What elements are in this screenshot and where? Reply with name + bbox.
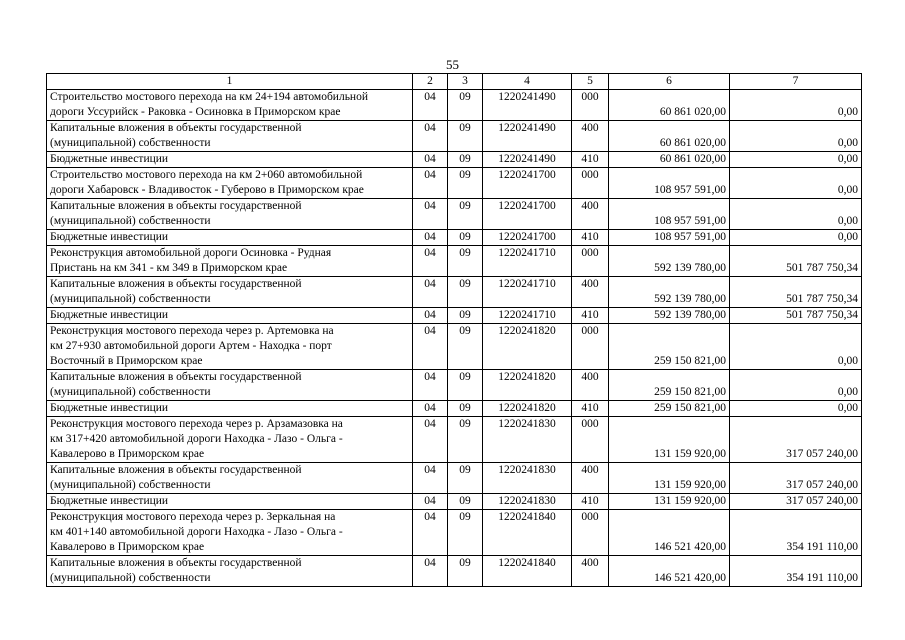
subsection-code: 09 (448, 463, 483, 494)
amount-column-6: 108 957 591,00 (609, 199, 730, 230)
section-code: 04 (413, 494, 448, 510)
table-row (47, 417, 862, 463)
expense-type-code: 410 (572, 152, 609, 168)
item-name: Капитальные вложения в объекты государственной (муниципальной) собственности (47, 277, 413, 308)
item-name: Капитальные вложения в объекты государственной (муниципальной) собственности (47, 199, 413, 230)
section-code: 04 (413, 199, 448, 230)
amount-column-7: 0,00 (730, 121, 862, 152)
expense-type-code: 000 (572, 90, 609, 121)
target-article-code: 1220241700 (483, 230, 572, 246)
subsection-code: 09 (448, 199, 483, 230)
table-row (47, 230, 862, 246)
table-row (47, 401, 862, 417)
item-name: Бюджетные инвестиции (47, 152, 413, 168)
section-code: 04 (413, 463, 448, 494)
subsection-code: 09 (448, 556, 483, 587)
table-row (47, 152, 862, 168)
target-article-code: 1220241830 (483, 494, 572, 510)
target-article-code: 1220241840 (483, 556, 572, 587)
amount-column-6: 131 159 920,00 (609, 463, 730, 494)
column-header-5: 5 (572, 74, 609, 90)
item-name: Капитальные вложения в объекты государственной (муниципальной) собственности (47, 370, 413, 401)
amount-column-7: 0,00 (730, 370, 862, 401)
expense-type-code: 000 (572, 324, 609, 370)
expense-type-code: 400 (572, 463, 609, 494)
item-name: Реконструкция автомобильной дороги Осиновка - Рудная Пристань на км 341 - км 349 в Приморском крае (47, 246, 413, 277)
expense-type-code: 000 (572, 246, 609, 277)
item-name: Бюджетные инвестиции (47, 230, 413, 246)
item-name: Бюджетные инвестиции (47, 308, 413, 324)
expense-type-code: 400 (572, 199, 609, 230)
subsection-code: 09 (448, 308, 483, 324)
column-header-7: 7 (730, 74, 862, 90)
table-row (47, 277, 862, 308)
subsection-code: 09 (448, 277, 483, 308)
section-code: 04 (413, 246, 448, 277)
subsection-code: 09 (448, 494, 483, 510)
table-row (47, 463, 862, 494)
target-article-code: 1220241840 (483, 510, 572, 556)
amount-column-7: 501 787 750,34 (730, 308, 862, 324)
expense-type-code: 400 (572, 370, 609, 401)
amount-column-6: 592 139 780,00 (609, 246, 730, 277)
subsection-code: 09 (448, 370, 483, 401)
amount-column-6: 592 139 780,00 (609, 277, 730, 308)
amount-column-7: 501 787 750,34 (730, 246, 862, 277)
subsection-code: 09 (448, 401, 483, 417)
table-body (47, 90, 862, 587)
column-header-3: 3 (448, 74, 483, 90)
amount-column-7: 0,00 (730, 168, 862, 199)
section-code: 04 (413, 230, 448, 246)
amount-column-6: 592 139 780,00 (609, 308, 730, 324)
subsection-code: 09 (448, 121, 483, 152)
amount-column-6: 108 957 591,00 (609, 230, 730, 246)
section-code: 04 (413, 324, 448, 370)
expense-type-code: 410 (572, 494, 609, 510)
item-name: Бюджетные инвестиции (47, 494, 413, 510)
amount-column-7: 0,00 (730, 401, 862, 417)
column-header-1: 1 (47, 74, 413, 90)
amount-column-6: 259 150 821,00 (609, 370, 730, 401)
item-name: Реконструкция мостового перехода через р. Зеркальная на км 401+140 автомобильной дороги Находка - Лазо - Ольга - Кавалерово в Приморском крае (47, 510, 413, 556)
amount-column-7: 0,00 (730, 324, 862, 370)
column-number-row (47, 74, 862, 90)
amount-column-6: 146 521 420,00 (609, 556, 730, 587)
table-row (47, 324, 862, 370)
table-row (47, 510, 862, 556)
section-code: 04 (413, 277, 448, 308)
section-code: 04 (413, 152, 448, 168)
item-name: Капитальные вложения в объекты государственной (муниципальной) собственности (47, 463, 413, 494)
subsection-code: 09 (448, 510, 483, 556)
expense-type-code: 400 (572, 121, 609, 152)
amount-column-7: 317 057 240,00 (730, 494, 862, 510)
subsection-code: 09 (448, 168, 483, 199)
column-header-4: 4 (483, 74, 572, 90)
item-name: Капитальные вложения в объекты государственной (муниципальной) собственности (47, 121, 413, 152)
amount-column-7: 354 191 110,00 (730, 510, 862, 556)
item-name: Строительство мостового перехода на км 2+060 автомобильной дороги Хабаровск - Владивосток - Губерово в Приморском крае (47, 168, 413, 199)
expense-type-code: 400 (572, 556, 609, 587)
subsection-code: 09 (448, 152, 483, 168)
amount-column-6: 60 861 020,00 (609, 90, 730, 121)
target-article-code: 1220241820 (483, 370, 572, 401)
table-row (47, 308, 862, 324)
amount-column-6: 60 861 020,00 (609, 121, 730, 152)
target-article-code: 1220241710 (483, 246, 572, 277)
subsection-code: 09 (448, 324, 483, 370)
section-code: 04 (413, 370, 448, 401)
item-name: Реконструкция мостового перехода через р. Арзамазовка на км 317+420 автомобильной дороги Находка - Лазо - Ольга - Кавалерово в Приморском крае (47, 417, 413, 463)
expense-type-code: 000 (572, 417, 609, 463)
amount-column-6: 108 957 591,00 (609, 168, 730, 199)
amount-column-6: 131 159 920,00 (609, 417, 730, 463)
expense-type-code: 000 (572, 168, 609, 199)
amount-column-7: 0,00 (730, 199, 862, 230)
column-header-2: 2 (413, 74, 448, 90)
section-code: 04 (413, 556, 448, 587)
table-row (47, 168, 862, 199)
section-code: 04 (413, 308, 448, 324)
target-article-code: 1220241710 (483, 308, 572, 324)
expense-type-code: 400 (572, 277, 609, 308)
section-code: 04 (413, 90, 448, 121)
subsection-code: 09 (448, 90, 483, 121)
item-name: Капитальные вложения в объекты государственной (муниципальной) собственности (47, 556, 413, 587)
target-article-code: 1220241490 (483, 152, 572, 168)
target-article-code: 1220241830 (483, 463, 572, 494)
expense-type-code: 410 (572, 230, 609, 246)
table-row (47, 370, 862, 401)
target-article-code: 1220241700 (483, 168, 572, 199)
item-name: Реконструкция мостового перехода через р. Артемовка на км 27+930 автомобильной дороги Артем - Находка - порт Восточный в Приморском крае (47, 324, 413, 370)
section-code: 04 (413, 417, 448, 463)
column-header-6: 6 (609, 74, 730, 90)
amount-column-7: 354 191 110,00 (730, 556, 862, 587)
amount-column-6: 259 150 821,00 (609, 401, 730, 417)
budget-table (46, 73, 862, 587)
subsection-code: 09 (448, 230, 483, 246)
section-code: 04 (413, 121, 448, 152)
target-article-code: 1220241710 (483, 277, 572, 308)
amount-column-6: 259 150 821,00 (609, 324, 730, 370)
subsection-code: 09 (448, 246, 483, 277)
subsection-code: 09 (448, 417, 483, 463)
amount-column-7: 317 057 240,00 (730, 417, 862, 463)
amount-column-7: 317 057 240,00 (730, 463, 862, 494)
table-row (47, 246, 862, 277)
table-row (47, 90, 862, 121)
section-code: 04 (413, 510, 448, 556)
target-article-code: 1220241830 (483, 417, 572, 463)
expense-type-code: 410 (572, 308, 609, 324)
target-article-code: 1220241700 (483, 199, 572, 230)
page-number: 55 (446, 57, 459, 72)
amount-column-6: 60 861 020,00 (609, 152, 730, 168)
amount-column-6: 131 159 920,00 (609, 494, 730, 510)
table-row (47, 121, 862, 152)
section-code: 04 (413, 168, 448, 199)
item-name: Строительство мостового перехода на км 24+194 автомобильной дороги Уссурийск - Раковка - Осиновка в Приморском крае (47, 90, 413, 121)
amount-column-6: 146 521 420,00 (609, 510, 730, 556)
amount-column-7: 501 787 750,34 (730, 277, 862, 308)
item-name: Бюджетные инвестиции (47, 401, 413, 417)
amount-column-7: 0,00 (730, 152, 862, 168)
expense-type-code: 410 (572, 401, 609, 417)
amount-column-7: 0,00 (730, 90, 862, 121)
target-article-code: 1220241490 (483, 121, 572, 152)
target-article-code: 1220241820 (483, 401, 572, 417)
target-article-code: 1220241490 (483, 90, 572, 121)
table-row (47, 494, 862, 510)
expense-type-code: 000 (572, 510, 609, 556)
target-article-code: 1220241820 (483, 324, 572, 370)
table-row (47, 199, 862, 230)
table-row (47, 556, 862, 587)
section-code: 04 (413, 401, 448, 417)
amount-column-7: 0,00 (730, 230, 862, 246)
